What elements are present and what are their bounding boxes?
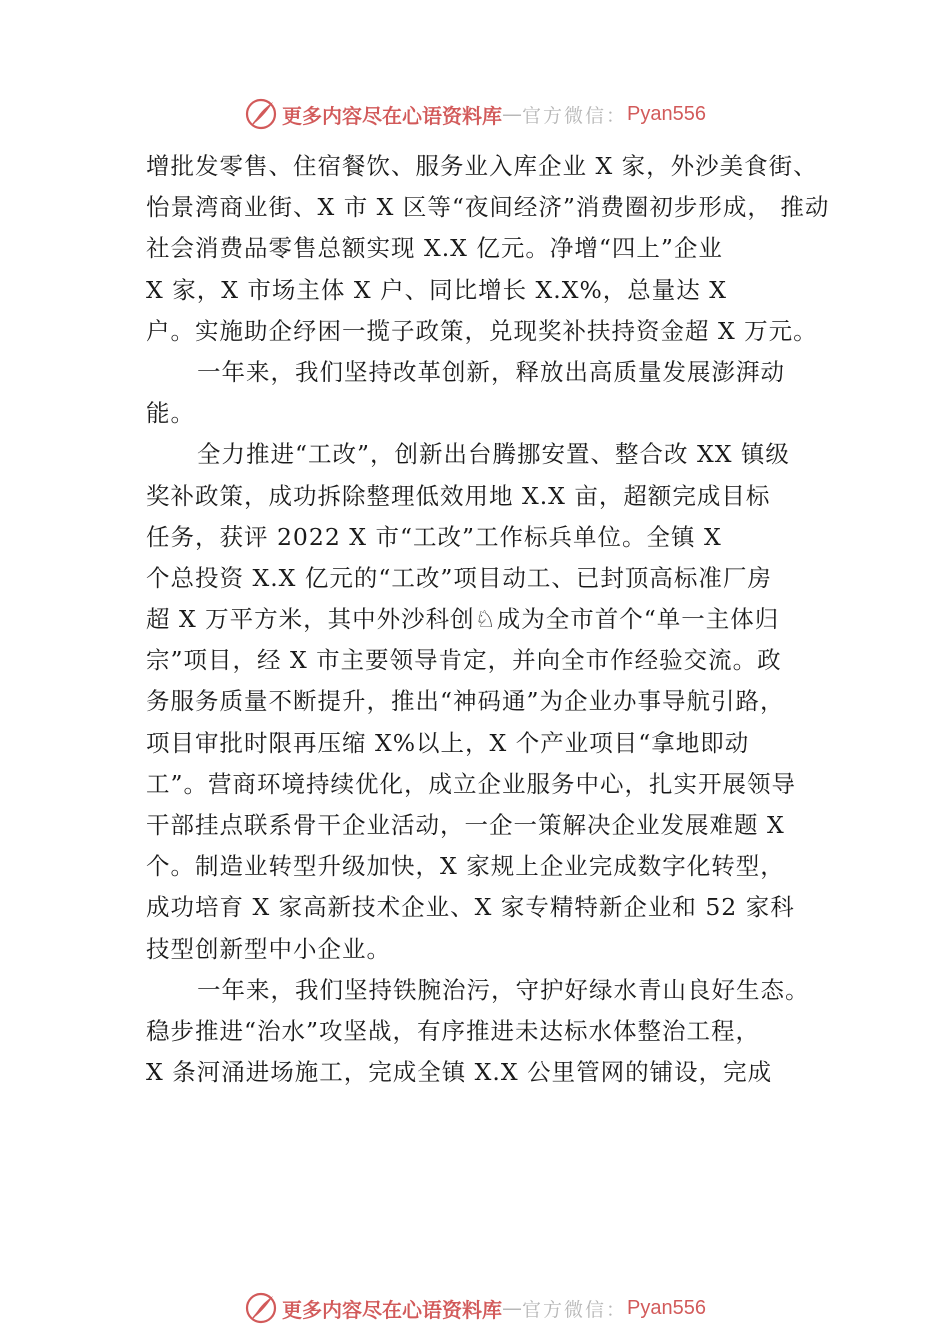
text-line: 超 X 万平方米，其中外沙科创♘成为全市首个“单一主体归 xyxy=(146,605,780,634)
watermark-wechat-label: 官方微信： xyxy=(522,1298,628,1321)
header-watermark xyxy=(0,94,950,134)
text-line: 户。实施助企纾困一揽子政策，兑现奖补扶持资金超 X 万元。 xyxy=(146,316,818,345)
feather-pen-logo-icon xyxy=(244,1291,278,1325)
watermark-dash: — xyxy=(502,102,522,126)
paragraph-start-line: 全力推进“工改”，创新出台腾挪安置、整合改 XX 镇级 xyxy=(197,440,790,469)
watermark-dash: — xyxy=(502,1296,522,1320)
text-line: 宗”项目，经 X 市主要领导肯定，并向全市作经验交流。政 xyxy=(146,646,782,675)
footer-watermark xyxy=(0,1288,950,1328)
text-line: X 家，X 市场主体 X 户、同比增长 X.X%，总量达 X xyxy=(146,275,727,304)
watermark-wechat-id: Pyan556 xyxy=(627,1296,706,1319)
text-line: 奖补政策，成功拆除整理低效用地 X.X 亩，超额完成目标 xyxy=(146,481,771,510)
watermark-title: 更多内容尽在心语资料库 xyxy=(282,103,502,128)
text-line: 成功培育 X 家高新技术企业、X 家专精特新企业和 52 家科 xyxy=(146,893,795,922)
watermark-wechat-label: 官方微信： xyxy=(522,104,628,127)
text-line: 项目审批时限再压缩 X%以上，X 个产业项目“拿地即动 xyxy=(146,728,750,757)
text-line: 个总投资 X.X 亿元的“工改”项目动工、已封顶高标准厂房 xyxy=(146,563,772,592)
text-line: 稳步推进“治水”攻坚战，有序推进未达标水体整治工程， xyxy=(146,1016,761,1045)
text-line: 务服务质量不断提升，推出“神码通”为企业办事导航引路， xyxy=(146,687,785,716)
text-line: 个。制造业转型升级加快，X 家规上企业完成数字化转型， xyxy=(146,852,785,881)
watermark-wechat-id: Pyan556 xyxy=(627,102,706,125)
text-line: 增批发零售、住宿餐饮、服务业入库企业 X 家，外沙美食街、 xyxy=(146,152,818,180)
text-line: 干部挂点联系骨干企业活动，一企一策解决企业发展难题 X xyxy=(146,811,785,839)
paragraph-start-line: 一年来，我们坚持铁腕治污，守护好绿水青山良好生态。 xyxy=(197,975,810,1004)
text-line: 社会消费品零售总额实现 X.X 亿元。净增“四上”企业 xyxy=(146,234,723,263)
watermark-title: 更多内容尽在心语资料库 xyxy=(282,1297,502,1322)
text-line: X 条河涌进场施工，完成全镇 X.X 公里管网的铺设，完成 xyxy=(146,1058,773,1087)
text-line: 技型创新型中小企业。 xyxy=(146,934,391,963)
document-body xyxy=(146,146,846,1093)
text-line: 怡景湾商业街、X 市 X 区等“夜间经济”消费圈初步形成， 推动 xyxy=(146,193,830,222)
text-line: 能。 xyxy=(146,399,195,428)
paragraph-start-line: 一年来，我们坚持改革创新，释放出高质量发展澎湃动 xyxy=(197,357,785,386)
text-line: 任务，获评 2022 X 市“工改”工作标兵单位。全镇 X xyxy=(146,522,722,551)
feather-pen-logo-icon xyxy=(244,97,278,131)
text-line: 工”。营商环境持续优化，成立企业服务中心，扎实开展领导 xyxy=(146,769,797,798)
